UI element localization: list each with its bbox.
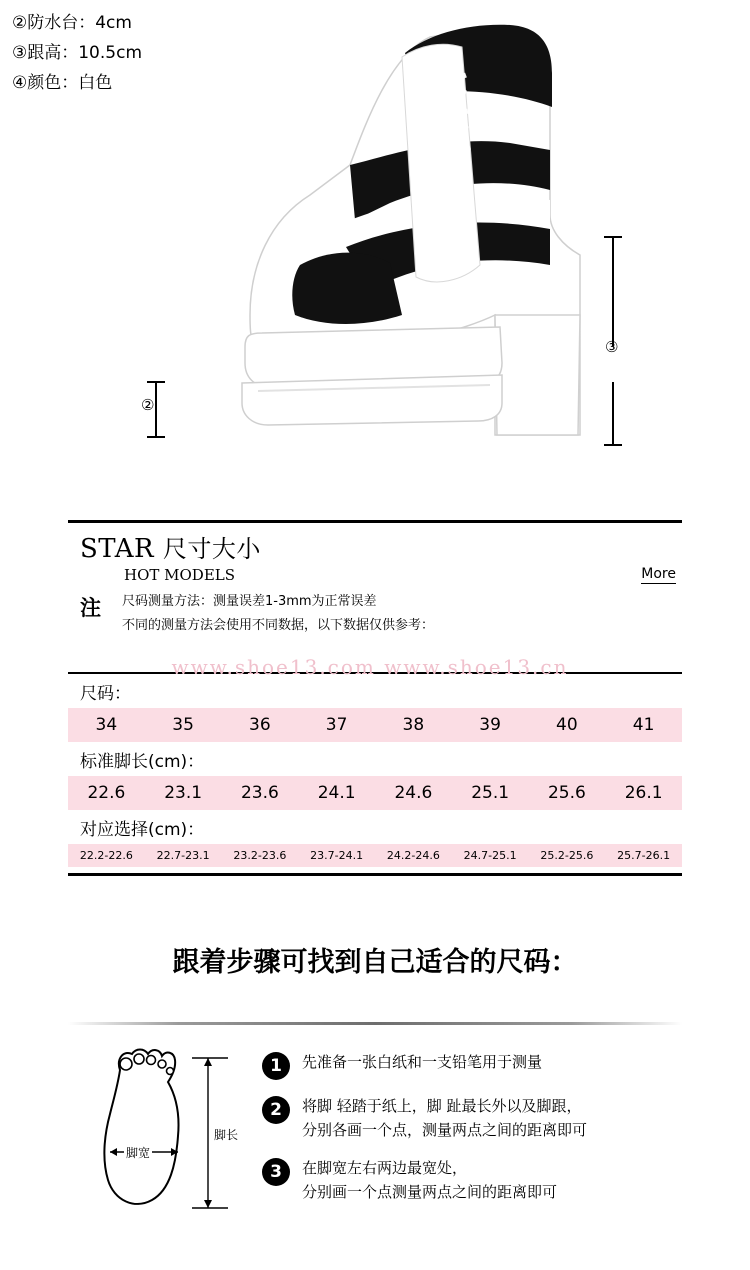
note-lines (122, 590, 682, 638)
chart-section-foot-length (68, 742, 682, 810)
table-cell: 24.6 (394, 783, 433, 803)
chart-hot-models: HOT MODELS (124, 566, 236, 584)
chart-section-range (68, 810, 682, 867)
table-row (68, 776, 682, 810)
table-cell: 25.6 (547, 783, 586, 803)
chart-row-title: 尺码： (80, 684, 131, 704)
step-text (302, 1050, 542, 1074)
watermark: www.shoe13.com www.shoe13.cn (171, 655, 569, 679)
steps-list (262, 1050, 732, 1218)
chart-brand-title (80, 529, 682, 564)
chart-row-title: 标准脚长(cm)： (80, 752, 205, 772)
table-cell: 23.2-23.6 (233, 849, 287, 862)
table-row (68, 708, 682, 742)
table-cell: 40 (556, 715, 578, 735)
spec-item: ②防水台：4cm (12, 13, 132, 33)
list-item (262, 1094, 732, 1142)
spec-item: ③跟高：10.5cm (12, 43, 142, 63)
table-row (68, 844, 682, 867)
spec-item: ④颜色：白色 (12, 73, 113, 93)
step-line: 分别各画一个点，测量两点之间的距离即可 (302, 1121, 588, 1139)
table-cell: 25.1 (471, 783, 510, 803)
step-number: 2 (262, 1096, 290, 1124)
chart-brand-subtitle: 尺寸大小 (162, 535, 261, 563)
chart-bottom-rule (68, 873, 682, 876)
platform-callout-label: ② (141, 396, 155, 414)
more-link[interactable]: More (641, 566, 676, 582)
platform-dim-tick-bottom (147, 436, 165, 438)
foot-measure-diagram (80, 1040, 270, 1220)
table-cell: 34 (95, 715, 118, 735)
table-cell: 24.1 (317, 783, 356, 803)
size-chart (68, 520, 682, 876)
table-cell: 37 (325, 715, 348, 735)
table-cell: 23.6 (240, 783, 279, 803)
chart-section-size (68, 674, 682, 742)
table-cell: 39 (479, 715, 501, 735)
table-cell: 36 (249, 715, 271, 735)
step-text (302, 1094, 587, 1142)
table-cell: 22.6 (87, 783, 126, 803)
chart-header (68, 523, 682, 586)
shoe-illustration (150, 15, 600, 455)
step-line: 分别画一个点测量两点之间的距离即可 (302, 1183, 558, 1201)
table-cell: 24.7-25.1 (463, 849, 517, 862)
table-cell: 25.2-25.6 (540, 849, 594, 862)
step-text (302, 1156, 557, 1204)
foot-length-label: 脚长 (214, 1128, 239, 1142)
heel-callout-label: ③ (605, 338, 619, 356)
chart-row-title: 对应选择(cm)： (80, 820, 205, 840)
step-line: 将脚 轻踏于纸上，脚 趾最长外以及脚跟， (302, 1097, 582, 1115)
list-item (262, 1156, 732, 1204)
platform-dim-tick-top (147, 381, 165, 383)
chart-note (68, 590, 682, 638)
note-line: 不同的测量方法会使用不同数据，以下数据仅供参考： (122, 618, 435, 633)
table-cell: 22.2-22.6 (79, 849, 133, 862)
table-cell: 22.7-23.1 (156, 849, 210, 862)
table-cell: 23.1 (164, 783, 203, 803)
shoe-image (150, 15, 600, 455)
table-cell: 41 (632, 715, 655, 735)
list-item (262, 1050, 732, 1080)
table-cell: 38 (402, 715, 425, 735)
heel-dim-line-bottom (612, 382, 614, 446)
heel-dim-tick-bottom (604, 444, 622, 446)
note-line: 尺码测量方法：测量误差1-3mm为正常误差 (122, 594, 377, 609)
table-cell: 35 (172, 715, 194, 735)
table-cell: 26.1 (624, 783, 663, 803)
foot-width-label: 脚宽 (126, 1146, 151, 1160)
step-number: 1 (262, 1052, 290, 1080)
heel-dim-line-top (612, 236, 614, 346)
platform-dim-line (155, 381, 157, 437)
product-photo-area (0, 0, 750, 500)
step-number: 3 (262, 1158, 290, 1186)
step-line: 在脚宽左右两边最宽处， (302, 1159, 468, 1177)
table-cell: 24.2-24.6 (386, 849, 440, 862)
section-divider (68, 1022, 682, 1025)
chart-brand-name: STAR (80, 534, 155, 564)
foot-outline-icon (80, 1040, 270, 1220)
table-cell: 25.7-26.1 (617, 849, 671, 862)
table-cell: 23.7-24.1 (310, 849, 364, 862)
heel-dim-tick-top (604, 236, 622, 238)
steps-heading: 跟着步骤可找到自己适合的尺码： (172, 947, 578, 978)
note-label: 注 (80, 596, 101, 620)
step-line: 先准备一张白纸和一支铅笔用于测量 (302, 1053, 543, 1071)
